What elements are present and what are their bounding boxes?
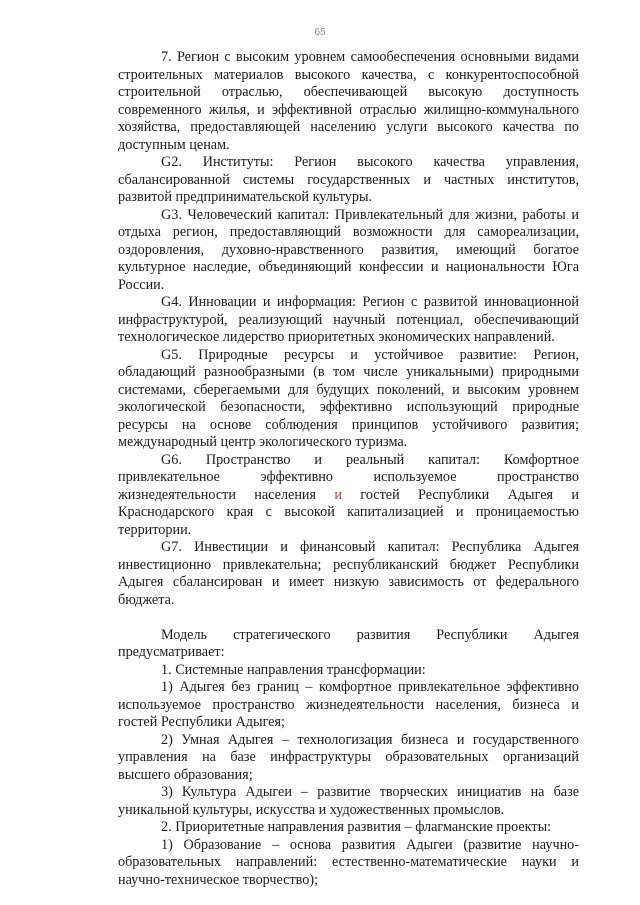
g6-text-before: G6. Пространство и реальный капитал: Комфортное привлекательное эффективно используемое пространство жизнедеятельности населения xyxy=(118,451,579,503)
paragraph-item-7: 7. Регион с высоким уровнем самообеспечения основными видами строительных материалов высокого качества, с конкурентоспособной строительной отраслью, обеспечивающей высокую доступность современного жилья, и эффективной отраслью жилищно-коммунального хозяйства, предоставляющей населению услуги высокого качества по доступным ценам. xyxy=(118,49,579,153)
paragraph-systemic-directions: 1. Системные направления трансформации: xyxy=(161,661,426,678)
g6-text-after: гостей Республики Адыгея и Краснодарского края с высокой капитализацией и проницаемостью территории. xyxy=(118,486,579,538)
page-number: 65 xyxy=(314,27,326,38)
paragraph-g7-investment: G7. Инвестиции и финансовый капитал: Республика Адыгея инвестиционно привлекательна; республиканский бюджет Республики Адыгея сбалансирован и имеет низкую зависимость от федерального бюджета. xyxy=(118,539,579,608)
paragraph-model-intro: Модель стратегического развития Республики Адыгея предусматривает: xyxy=(118,626,579,660)
paragraph-g6-space xyxy=(118,452,579,540)
list-item-culture-adygea: 3) Культура Адыгеи – развитие творческих инициатив на базе уникальной культуры, искусства и художественных промыслов. xyxy=(118,784,579,818)
paragraph-gap xyxy=(118,609,579,627)
paragraph-g3-human-capital: G3. Человеческий капитал: Привлекательный для жизни, работы и отдыха регион, предоставляющий возможности для самореализации, оздоровления, духовно-нравственного развития, имеющий богатое культурное наследие, объединяющий конфессии и национальности Юга России. xyxy=(118,206,579,293)
paragraph-g5-natural-resources: G5. Природные ресурсы и устойчивое развитие: Регион, обладающий разнообразными (в том числе уникальными) природными системами, сберегаемыми для будущих поколений, и высоким уровнем экологической безопасности, эффективно использующий природные ресурсы на основе соблюдения принципов устойчивого развития; международный центр экологического туризма. xyxy=(118,346,579,450)
paragraph-priority-directions: 2. Приоритетные направления развития – флагманские проекты: xyxy=(161,819,552,835)
g6-highlighted-word: и xyxy=(334,486,342,503)
document-body xyxy=(118,49,579,889)
list-item-smart-adygea: 2) Умная Адыгея – технологизация бизнеса и государственного управления на базе инфраструктуры образовательных организаций высшего образования; xyxy=(118,731,579,783)
list-item-adygea-without-borders: 1) Адыгея без границ – комфортное привлекательное эффективно используемое пространство жизнедеятельности населения, бизнеса и гостей Республики Адыгея; xyxy=(118,679,579,730)
list-item-education: 1) Образование – основа развития Адыгеи (развитие научно-образовательных направлений: естественно-математические науки и научно-техническое творчество); xyxy=(118,836,579,888)
paragraph-g2-institutions: G2. Институты: Регион высокого качества управления, сбалансированной системы государственных и частных институтов, развитой предпринимательской культуры. xyxy=(118,154,579,205)
paragraph-g4-innovation: G4. Инновации и информация: Регион с развитой инновационной инфраструктурой, реализующий научный потенциал, обеспечивающий технологическое лидерство приоритетных экономических направлений. xyxy=(118,294,579,345)
